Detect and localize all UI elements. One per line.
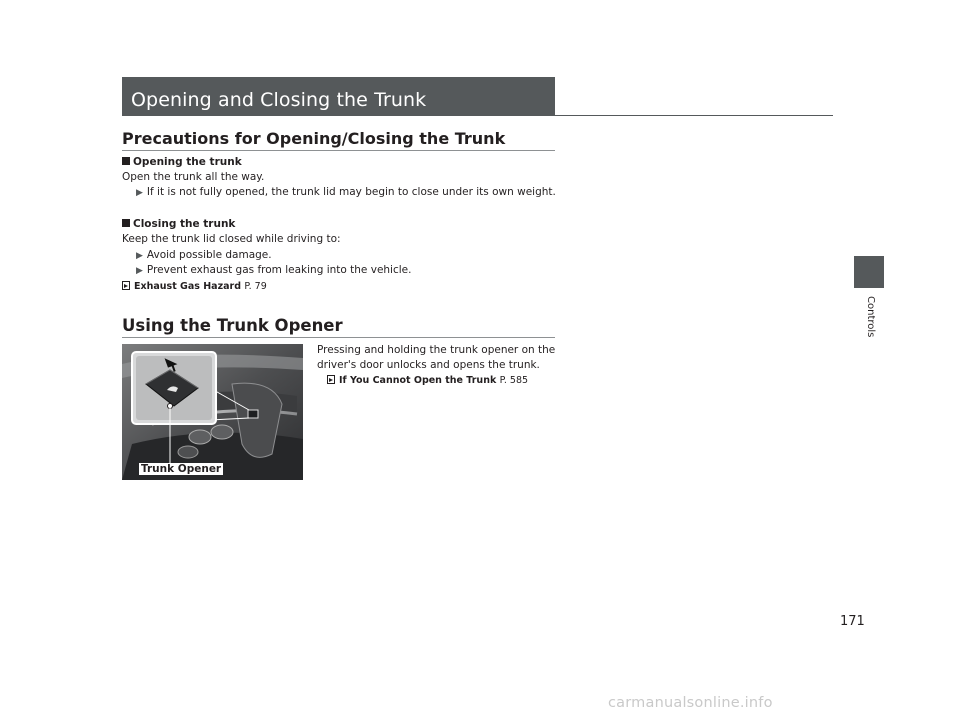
opener-body-line: driver's door unlocks and opens the trunk.: [317, 359, 540, 371]
door-panel-illustration: [122, 344, 303, 480]
closing-subheading: Closing the trunk: [133, 218, 236, 230]
closing-item: Prevent exhaust gas from leaking into the vehicle.: [146, 264, 412, 276]
precautions-rule: [122, 150, 555, 151]
closing-item-row: [136, 264, 411, 278]
opening-note-row: [136, 186, 556, 200]
triangle-right-icon: ▶: [136, 251, 143, 261]
figure-label: Trunk Opener: [141, 463, 222, 475]
cannot-open-reference-link[interactable]: [327, 374, 528, 387]
exhaust-reference-link[interactable]: [122, 280, 267, 293]
opener-rule: [122, 337, 555, 338]
black-square-icon: [122, 157, 130, 165]
trunk-opener-figure: [122, 344, 303, 480]
watermark-text: carmanualsonline.info: [608, 695, 773, 711]
reference-title: Exhaust Gas Hazard: [134, 281, 242, 292]
triangle-right-icon: ▶: [136, 188, 143, 198]
opening-note: If it is not fully opened, the trunk lid may begin to close under its own weight.: [146, 186, 556, 198]
page-reference-icon: [122, 281, 130, 290]
reference-page: P. 585: [499, 375, 529, 386]
section-label: Controls: [865, 296, 876, 338]
opening-body: Open the trunk all the way.: [122, 171, 265, 183]
closing-item: Avoid possible damage.: [146, 249, 272, 261]
section-tab[interactable]: [854, 256, 884, 288]
closing-item-row: [136, 249, 272, 263]
opening-subheading: Opening the trunk: [133, 156, 242, 168]
closing-subheading-row: [122, 218, 235, 231]
page-number: 171: [840, 614, 865, 629]
opening-subheading-row: [122, 156, 242, 169]
opener-body-line: Pressing and holding the trunk opener on the: [317, 344, 556, 356]
page-reference-icon: [327, 375, 335, 384]
reference-title: If You Cannot Open the Trunk: [339, 375, 497, 386]
closing-body: Keep the trunk lid closed while driving to:: [122, 233, 341, 245]
page-title: Opening and Closing the Trunk: [131, 89, 427, 111]
opener-heading: Using the Trunk Opener: [122, 316, 343, 335]
reference-page: P. 79: [244, 281, 267, 292]
title-rule: [122, 115, 833, 116]
black-square-icon: [122, 219, 130, 227]
precautions-heading: Precautions for Opening/Closing the Trunk: [122, 129, 506, 148]
triangle-right-icon: ▶: [136, 266, 143, 276]
